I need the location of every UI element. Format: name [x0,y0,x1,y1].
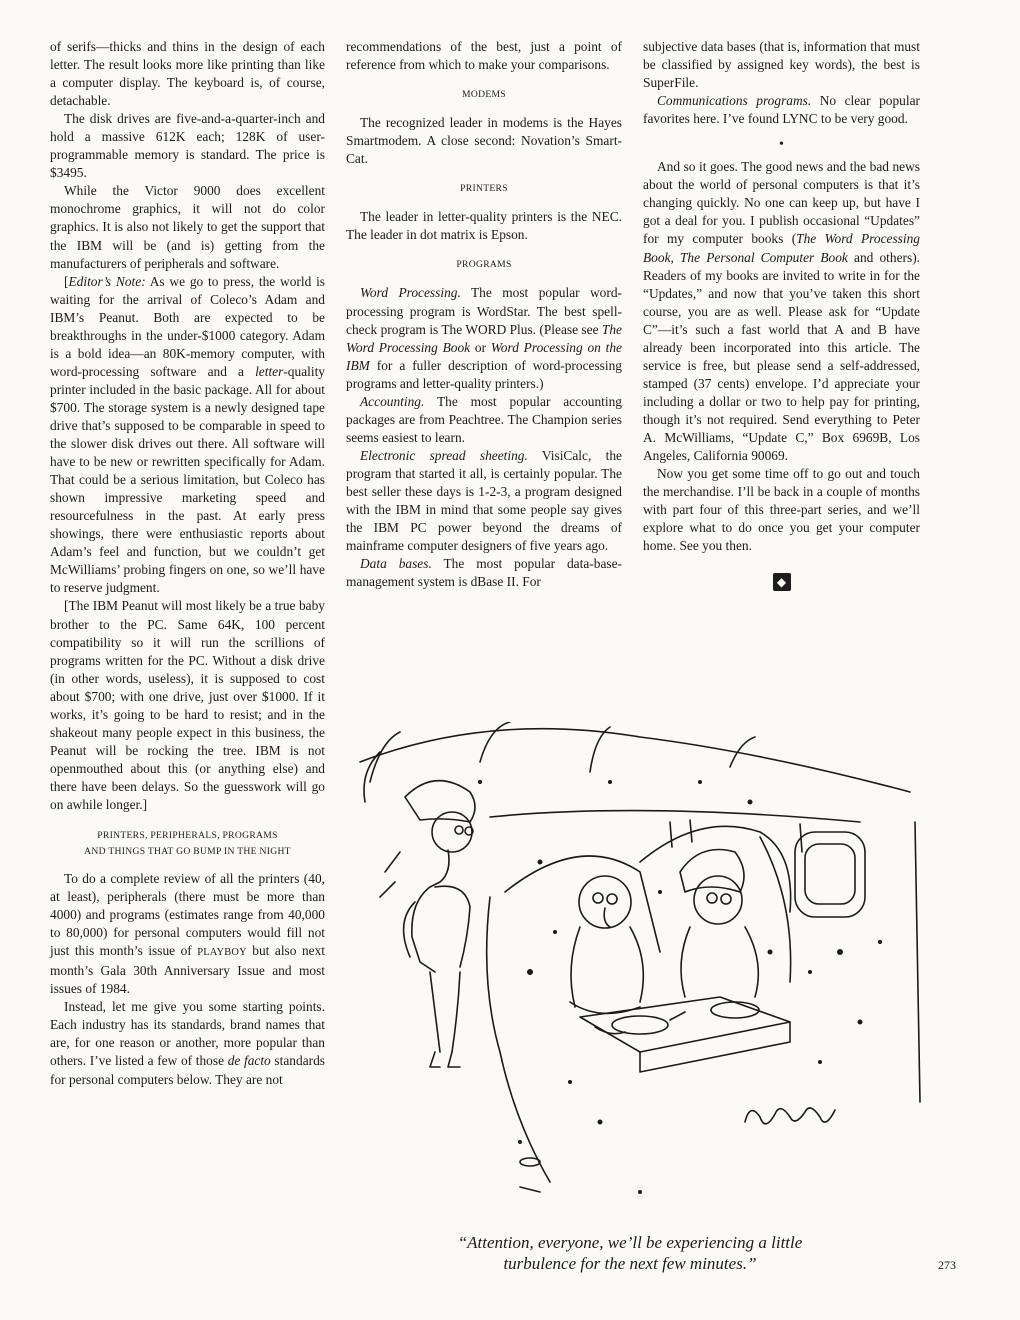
editors-note-paragraph: [Editor’s Note: As we go to press, the world is waiting for the arrival of Coleco’s Adam and IBM’s Peanut. Both are expected to be breakthroughs in the under-$1000 category. Adam is a bold idea—an 80K-memory computer, with word-processing software and a letter-quality printer included in the basic package. All for about $700. The storage system is a newly designed tape drive that’s supposed to be comparable in speed to the slower disk drives out there. All software will have to be new or rewritten specifically for Adam. That could be a serious limitation, but Coleco has shown impressive marketing speed and resourcefulness in the past. At early press showings, there were enthusiastic reports about Adam’s feel and function, but we couldn’t get McWilliams’ probing fingers on one, so we’ll have to reserve judgment. [50,273,325,596]
cartoon-caption: “Attention, everyone, we’ll be experiencing a little turbulence for the next few minutes.” [457,1233,803,1273]
turbulence-splatter [478,780,882,1194]
paragraph: Now you get some time off to go out and touch the merchandise. I’ll be back in a couple of months with part four of this three-part series, and we’ll explore what to do once you get your computer home. See you then. [643,466,920,554]
page-number: 273 [938,1258,956,1272]
paragraph: While the Victor 9000 does excellent monochrome graphics, it will not do color graphics. It is also not likely to get the support that the IBM will be (and is) getting from the manufacturers of peripherals and software. [50,183,325,271]
paragraph: The recognized leader in modems is the Hayes Smartmodem. A close second: Novation’s Smart-Cat. [346,115,622,167]
rabbit-head-end-icon: ◆ [773,573,791,591]
paragraph: Word Processing. The most popular word-processing program is WordStar. The best spell-check program is The WORD Plus. (Please see The Word Processing Book or Word Processing on the IBM for a fuller description of word-processing programs and letter-quality printers.) [346,285,622,391]
meal-trays [580,997,790,1072]
stewardess-figure [380,781,475,1067]
paragraph: And so it goes. The good news and the bad news about the world of personal computers is that it’s changing quickly. No one can keep up, but have I got a deal for you. I publish occasional “Updates” for my computer books (The Word Processing Book, The Personal Computer Book and others). Readers of my books are invited to write in for the “Updates,” and now that you’ve taken this short course, you are as well. Please ask for “Update C”—it’s such a fast world that A and B have already been incorporated into this article. The service is free, but please send a self-addressed, stamped (37 cents) envelope. I’d appreciate your including a dollar or two to help pay for printing, though it’s not required. Send everything to Peter A. McWilliams, “Update C,” Box 6969B, Los Angeles, California 90069. [643,159,921,464]
cabin-ceiling-line [360,729,910,792]
article-column-1 [50,38,325,1089]
paragraph: The leader in letter-quality printers is the NEC. The leader in dot matrix is Epson. [346,209,622,243]
article-column-3 [643,38,920,591]
section-heading-programs: PROGRAMS [456,259,512,271]
article-column-2 [346,38,622,591]
paragraph: Communications programs. No clear popular favorites here. I’ve found LYNC to be very good. [643,93,920,127]
paragraph: Instead, let me give you some starting points. Each industry has its standards, brand names that are, for one reason or another, more popular than others. I’ve listed a few of those de facto standards for personal computers below. They are not [50,999,325,1087]
airplane-cartoon-illustration [340,722,930,1227]
paragraph: Electronic spread sheeting. VisiCalc, the program that started it all, is certainly popular. The best seller these days is 1-2-3, a program designed with the IBM in mind that some people say gives the IBM PC power beyond the dreams of mainframe computer designers of five years ago. [346,447,622,554]
airplane-seats [487,826,791,1182]
section-heading-modems: MODEMS [462,89,506,101]
paragraph: of serifs—thicks and thins in the design of each letter. The result looks more like printing than like a computer display. The keyboard is, of course, detachable. [50,39,325,109]
artist-signature [745,1108,835,1124]
paragraph: To do a complete review of all the printers (40, at least), peripherals (there must be more than 4000) and programs (estimates range from 40,000 to 80,000) for personal computers would fill not just this month’s issue of PLAYBOY but also next month’s Gala 30th Anniversary Issue and most issues of 1984. [50,871,325,997]
magazine-name: PLAYBOY [197,947,247,959]
paragraph: Data bases. The most popular data-base-management system is dBase II. For [346,556,623,590]
section-heading: PRINTERS, PERIPHERALS, PROGRAMS AND THINGS THAT GO BUMP IN THE NIGHT [84,830,291,858]
male-passenger [570,876,643,1013]
section-break-bullet: • [779,137,784,153]
editors-note-label: Editor’s Note: [68,273,146,289]
female-passenger [680,850,758,998]
paragraph: recommendations of the best, just a point of reference from which to make your comparisons. [346,39,622,73]
paragraph: The disk drives are five-and-a-quarter-inch and hold a massive 612K each; 128K of user-programmable memory is standard. The price is $3495. [50,111,325,181]
section-heading-printers: PRINTERS [460,183,508,195]
paragraph: Accounting. The most popular accounting packages are from Peachtree. The Champion series seems easiest to learn. [346,393,622,445]
paragraph: subjective data bases (that is, information that must be classified by assigned key words), the best is SuperFile. [643,39,920,91]
paragraph: [The IBM Peanut will most likely be a true baby brother to the PC. Same 64K, 100 percent compatibility so it will run the scrillions of programs written for the PC. Without a disk drive (in other words, useless), it is supposed to cost about $700; with one drive, just over $1000. If it works, it’s going to be hard to resist; and in the shakeout many people expect in this business, the Peanut will be rocking the tree. IBM is not openmouthed about this (or anything else) and there have been delays. So the guesswork will go on awhile longer.] [50,598,325,812]
